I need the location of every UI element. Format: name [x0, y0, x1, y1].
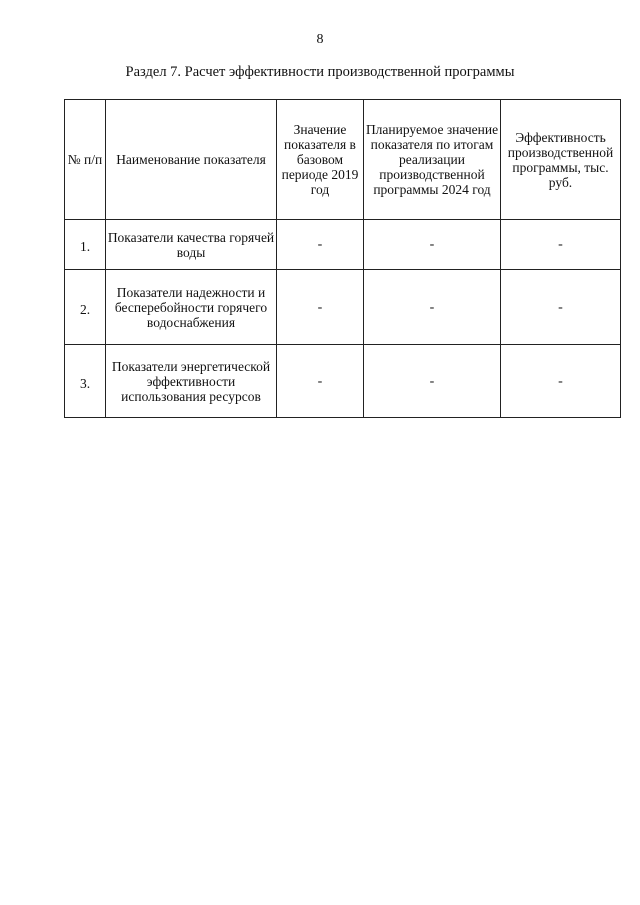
- row-indicator-name: Показатели качества горячей воды: [106, 220, 277, 270]
- row-planned-value: -: [364, 345, 501, 418]
- row-efficiency: -: [501, 220, 621, 270]
- page-number: 8: [316, 32, 324, 47]
- table-row: [65, 345, 621, 418]
- row-indicator-name: Показатели энергетической эффективности использования ресурсов: [106, 345, 277, 418]
- header-planned-value: Планируемое значение показателя по итогам реализации производственной программы 2024 год: [364, 100, 501, 220]
- header-efficiency: Эффективность производственной программы, тыс. руб.: [501, 100, 621, 220]
- section-title: Раздел 7. Расчет эффективности производственной программы: [125, 64, 515, 80]
- table-row: [65, 220, 621, 270]
- row-number: 1.: [65, 220, 106, 270]
- row-efficiency: -: [501, 270, 621, 345]
- efficiency-table: [64, 99, 621, 418]
- table-row: [65, 270, 621, 345]
- row-base-value: -: [277, 345, 364, 418]
- row-number: 2.: [65, 270, 106, 345]
- header-indicator-name: Наименование показателя: [106, 100, 277, 220]
- row-efficiency: -: [501, 345, 621, 418]
- row-base-value: -: [277, 220, 364, 270]
- row-planned-value: -: [364, 270, 501, 345]
- row-number: 3.: [65, 345, 106, 418]
- table-header-row: [65, 100, 621, 220]
- header-base-value: Значение показателя в базовом периоде 2019 год: [277, 100, 364, 220]
- row-indicator-name: Показатели надежности и бесперебойности горячего водоснабжения: [106, 270, 277, 345]
- row-planned-value: -: [364, 220, 501, 270]
- row-base-value: -: [277, 270, 364, 345]
- header-number: № п/п: [65, 100, 106, 220]
